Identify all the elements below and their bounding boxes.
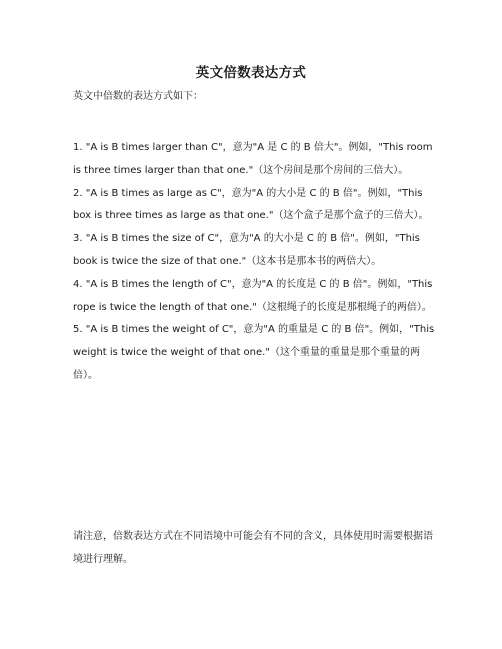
list-item-5: 5. "A is B times the weight of C"，意为"A 的重量是 C 的 B 倍"。例如，"This weight is twice the weight of that one."（这个重量的重量是那个重量的两倍）。 (73, 324, 435, 381)
list-item-4: 4. "A is B times the length of C"，意为"A 的长度是 C 的 B 倍"。例如，"This rope is twice the length of that one."（这根绳子的长度是那根绳子的两倍）。 (73, 278, 433, 313)
intro-text: 英文中倍数的表达方式如下： (73, 91, 203, 102)
list-item-1: 1. "A is B times larger than C"，意为"A 是 C 的 B 倍大"。例如，"This room is three times larger than that one."（这个房间是那个房间的三倍大）。 (73, 142, 433, 176)
document-title: 英文倍数表达方式 (195, 65, 307, 81)
item-list (73, 137, 435, 388)
list-item-2: 2. "A is B times as large as C"，意为"A 的大小是 C 的 B 倍"。例如，"This box is three times as large as that one."（这个盒子是那个盒子的三倍大）。 (73, 187, 429, 222)
closing-note: 请注意，倍数表达方式在不同语境中可能会有不同的含义，具体使用时需要根据语境进行理解。 (73, 531, 433, 565)
list-item-3: 3. "A is B times the size of C"，意为"A 的大小是 C 的 B 倍"。例如，"This book is twice the size of that one."（这本书是那本书的两倍大）。 (73, 233, 420, 267)
